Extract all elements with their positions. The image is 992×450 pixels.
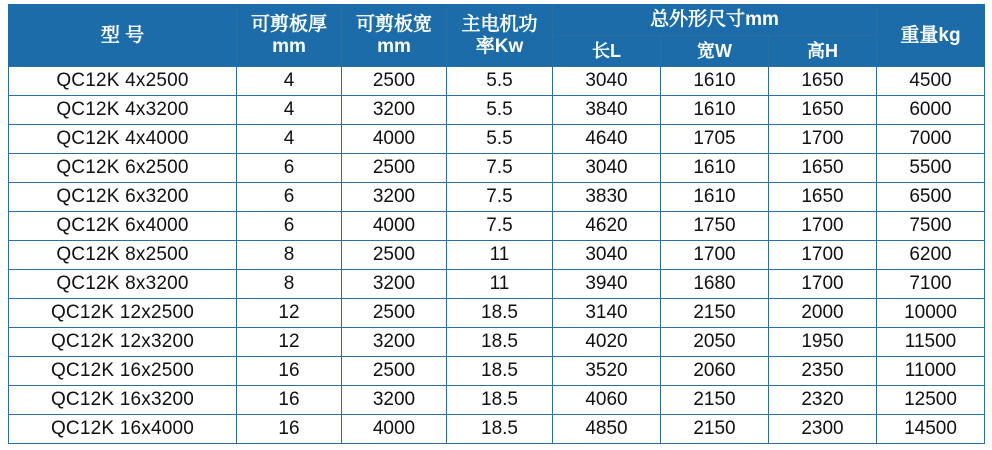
cell-model: QC12K 6x4000 xyxy=(9,212,237,241)
column-header-plate-thickness xyxy=(237,5,342,67)
table-row xyxy=(9,415,985,444)
cell-plate-width: 2500 xyxy=(342,67,447,96)
cell-model: QC12K 8x3200 xyxy=(9,270,237,299)
cell-weight: 10000 xyxy=(877,299,985,328)
cell-model: QC12K 12x3200 xyxy=(9,328,237,357)
cell-plate-thickness: 12 xyxy=(237,328,342,357)
cell-plate-thickness: 12 xyxy=(237,299,342,328)
cell-plate-width: 2500 xyxy=(342,299,447,328)
cell-plate-width: 3200 xyxy=(342,183,447,212)
table-row xyxy=(9,96,985,125)
cell-motor-power: 7.5 xyxy=(447,154,553,183)
cell-overall-width: 2150 xyxy=(661,386,769,415)
cell-motor-power: 7.5 xyxy=(447,183,553,212)
cell-motor-power: 11 xyxy=(447,241,553,270)
cell-plate-thickness: 16 xyxy=(237,357,342,386)
cell-model: QC12K 6x3200 xyxy=(9,183,237,212)
cell-weight: 6500 xyxy=(877,183,985,212)
cell-weight: 12500 xyxy=(877,386,985,415)
cell-height: 2350 xyxy=(769,357,877,386)
cell-height: 1650 xyxy=(769,183,877,212)
cell-model: QC12K 16x4000 xyxy=(9,415,237,444)
table-row xyxy=(9,125,985,154)
column-header-overall-dimensions: 总外形尺寸mm xyxy=(553,5,877,36)
cell-plate-thickness: 6 xyxy=(237,183,342,212)
cell-height: 1700 xyxy=(769,125,877,154)
cell-weight: 14500 xyxy=(877,415,985,444)
cell-length: 3040 xyxy=(553,241,661,270)
cell-weight: 6200 xyxy=(877,241,985,270)
cell-overall-width: 1610 xyxy=(661,154,769,183)
column-header-length: 长L xyxy=(553,36,661,67)
cell-overall-width: 2150 xyxy=(661,415,769,444)
cell-motor-power: 5.5 xyxy=(447,96,553,125)
cell-plate-width: 2500 xyxy=(342,357,447,386)
cell-weight: 6000 xyxy=(877,96,985,125)
cell-model: QC12K 12x2500 xyxy=(9,299,237,328)
column-header-plate-width xyxy=(342,5,447,67)
table-row xyxy=(9,241,985,270)
cell-weight: 11000 xyxy=(877,357,985,386)
cell-plate-thickness: 6 xyxy=(237,154,342,183)
cell-height: 1950 xyxy=(769,328,877,357)
cell-height: 1700 xyxy=(769,270,877,299)
cell-length: 3040 xyxy=(553,67,661,96)
cell-model: QC12K 4x2500 xyxy=(9,67,237,96)
table-row xyxy=(9,154,985,183)
column-header-plate-thickness-line2: mm xyxy=(272,35,306,57)
cell-plate-thickness: 8 xyxy=(237,270,342,299)
cell-overall-width: 2150 xyxy=(661,299,769,328)
column-header-height: 高H xyxy=(769,36,877,67)
cell-length: 3520 xyxy=(553,357,661,386)
cell-overall-width: 1680 xyxy=(661,270,769,299)
cell-length: 3940 xyxy=(553,270,661,299)
column-header-motor-power xyxy=(447,5,553,67)
table-header xyxy=(9,5,985,67)
cell-overall-width: 1610 xyxy=(661,96,769,125)
column-header-motor-power-line2: 率Kw xyxy=(475,35,524,57)
cell-overall-width: 2050 xyxy=(661,328,769,357)
cell-plate-width: 3200 xyxy=(342,270,447,299)
cell-plate-thickness: 16 xyxy=(237,386,342,415)
column-header-motor-power-line1: 主电机功 xyxy=(461,14,538,36)
cell-weight: 7100 xyxy=(877,270,985,299)
table-body xyxy=(9,67,985,444)
cell-plate-width: 4000 xyxy=(342,415,447,444)
cell-model: QC12K 4x3200 xyxy=(9,96,237,125)
cell-model: QC12K 16x2500 xyxy=(9,357,237,386)
table-header-row-primary xyxy=(9,5,985,36)
cell-motor-power: 5.5 xyxy=(447,67,553,96)
cell-length: 3140 xyxy=(553,299,661,328)
table-row xyxy=(9,183,985,212)
cell-plate-thickness: 16 xyxy=(237,415,342,444)
cell-weight: 4500 xyxy=(877,67,985,96)
cell-motor-power: 18.5 xyxy=(447,386,553,415)
cell-motor-power: 18.5 xyxy=(447,357,553,386)
cell-motor-power: 18.5 xyxy=(447,328,553,357)
table-row xyxy=(9,328,985,357)
cell-height: 1700 xyxy=(769,241,877,270)
cell-plate-width: 3200 xyxy=(342,96,447,125)
cell-length: 4640 xyxy=(553,125,661,154)
cell-plate-thickness: 8 xyxy=(237,241,342,270)
cell-plate-thickness: 4 xyxy=(237,67,342,96)
cell-height: 2320 xyxy=(769,386,877,415)
cell-weight: 11500 xyxy=(877,328,985,357)
column-header-overall-width: 宽W xyxy=(661,36,769,67)
cell-plate-width: 4000 xyxy=(342,212,447,241)
column-header-plate-width-line1: 可剪板宽 xyxy=(355,14,432,36)
column-header-plate-thickness-line1: 可剪板厚 xyxy=(250,14,327,36)
cell-overall-width: 1705 xyxy=(661,125,769,154)
column-header-model: 型 号 xyxy=(9,5,237,67)
cell-overall-width: 1750 xyxy=(661,212,769,241)
cell-height: 1700 xyxy=(769,212,877,241)
cell-plate-width: 2500 xyxy=(342,154,447,183)
cell-model: QC12K 8x2500 xyxy=(9,241,237,270)
cell-overall-width: 2060 xyxy=(661,357,769,386)
cell-length: 3040 xyxy=(553,154,661,183)
column-header-plate-width-line2: mm xyxy=(377,35,411,57)
cell-model: QC12K 6x2500 xyxy=(9,154,237,183)
specification-table xyxy=(8,4,985,444)
cell-length: 4020 xyxy=(553,328,661,357)
cell-length: 4620 xyxy=(553,212,661,241)
cell-overall-width: 1610 xyxy=(661,67,769,96)
cell-weight: 7500 xyxy=(877,212,985,241)
table-row xyxy=(9,270,985,299)
cell-plate-thickness: 6 xyxy=(237,212,342,241)
cell-plate-width: 3200 xyxy=(342,328,447,357)
table-row xyxy=(9,212,985,241)
cell-motor-power: 11 xyxy=(447,270,553,299)
table-row xyxy=(9,357,985,386)
cell-overall-width: 1610 xyxy=(661,183,769,212)
column-header-weight: 重量kg xyxy=(877,5,985,67)
cell-model: QC12K 16x3200 xyxy=(9,386,237,415)
table-row xyxy=(9,67,985,96)
cell-length: 4060 xyxy=(553,386,661,415)
cell-height: 1650 xyxy=(769,67,877,96)
table-row xyxy=(9,299,985,328)
cell-height: 2300 xyxy=(769,415,877,444)
cell-model: QC12K 4x4000 xyxy=(9,125,237,154)
cell-motor-power: 18.5 xyxy=(447,299,553,328)
cell-overall-width: 1700 xyxy=(661,241,769,270)
table-row xyxy=(9,386,985,415)
cell-weight: 7000 xyxy=(877,125,985,154)
cell-motor-power: 18.5 xyxy=(447,415,553,444)
cell-height: 1650 xyxy=(769,96,877,125)
cell-plate-thickness: 4 xyxy=(237,125,342,154)
cell-motor-power: 5.5 xyxy=(447,125,553,154)
cell-plate-width: 3200 xyxy=(342,386,447,415)
cell-length: 3840 xyxy=(553,96,661,125)
cell-weight: 5500 xyxy=(877,154,985,183)
cell-plate-width: 4000 xyxy=(342,125,447,154)
cell-motor-power: 7.5 xyxy=(447,212,553,241)
cell-length: 3830 xyxy=(553,183,661,212)
cell-height: 1650 xyxy=(769,154,877,183)
cell-length: 4850 xyxy=(553,415,661,444)
cell-height: 2000 xyxy=(769,299,877,328)
cell-plate-thickness: 4 xyxy=(237,96,342,125)
cell-plate-width: 2500 xyxy=(342,241,447,270)
